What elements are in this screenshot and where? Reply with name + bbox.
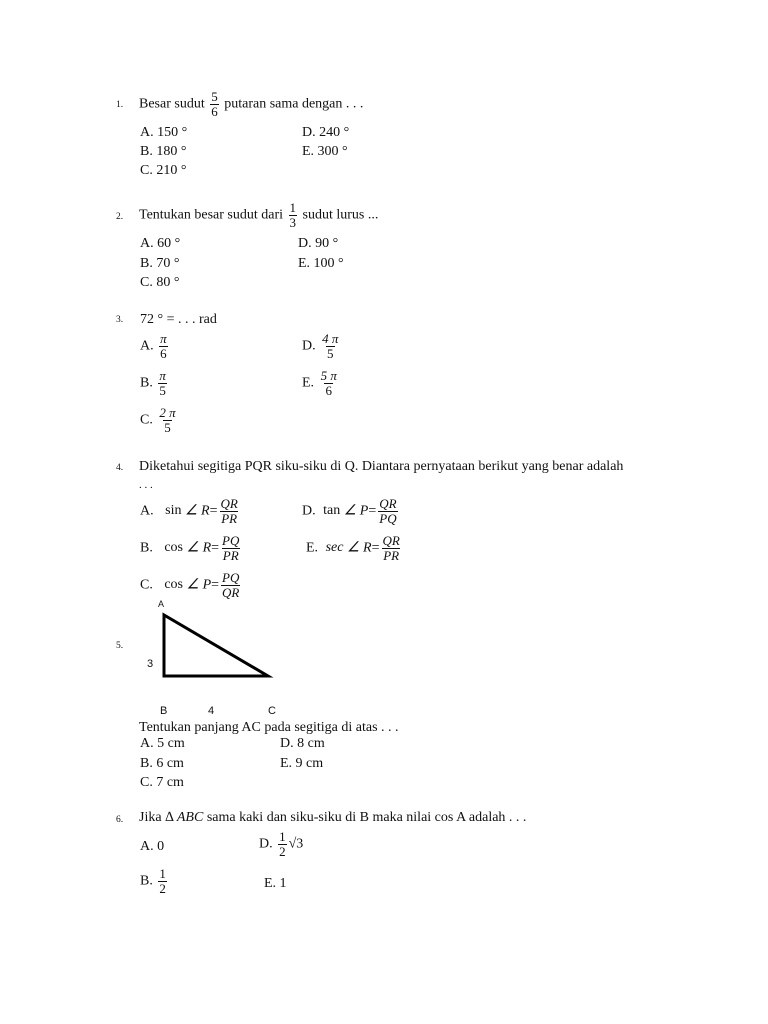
q3-option-a-fraction <box>159 332 168 360</box>
q4-b-den: PR <box>222 547 239 563</box>
triangle-label-c: C <box>268 705 276 717</box>
q3-e-den: 6 <box>325 382 332 398</box>
q3-option-a-label: A. <box>140 338 154 354</box>
q2-option-b: B. 70 ° <box>140 256 180 271</box>
q4-b-angle: ∠ R <box>186 540 212 556</box>
q3-b-den: 5 <box>159 382 166 398</box>
q4-d-label: D. <box>302 503 316 519</box>
q6-b-num: 1 <box>159 866 166 881</box>
q4-a-angle: ∠ R <box>184 503 210 519</box>
q6-option-e: E. 1 <box>264 876 287 891</box>
q4-a-den: PR <box>221 510 238 526</box>
q5-option-d: D. 8 cm <box>280 736 325 751</box>
q4-c-den: QR <box>222 584 240 600</box>
q3-number: 3. <box>116 315 124 325</box>
q3-option-a <box>140 332 170 360</box>
q4-a-fn: sin <box>165 503 182 519</box>
q4-option-c: C. cos ∠ P= $\frac{PQ}{QR}$ <box>140 570 240 600</box>
q1-text <box>139 90 363 118</box>
q5-option-e: E. 9 cm <box>280 756 324 771</box>
q4-e-den: PR <box>383 547 400 563</box>
q3-option-c-label: C. <box>140 412 153 428</box>
q1-fraction <box>210 90 219 118</box>
q4-c-angle: ∠ P <box>186 577 212 593</box>
q6-b-fraction <box>158 867 167 895</box>
q2-option-e: E. 100 ° <box>298 256 344 271</box>
q3-option-b-label: B. <box>140 375 153 391</box>
q6-d-root: √3 <box>288 836 304 852</box>
q4-a-num: QR <box>220 496 238 511</box>
q4-option-d: D. tan ∠ P= $\frac{QR}{PQ}$ <box>302 496 397 526</box>
triangle-side-bc: 4 <box>208 705 215 717</box>
q3-b-num: π <box>159 368 166 383</box>
q6-d-den: 2 <box>279 843 286 859</box>
q4-c-fn: cos <box>164 577 184 593</box>
q1-option-a: A. 150 ° <box>140 125 188 140</box>
q6-b-label: B. <box>140 873 153 889</box>
q4-text: Diketahui segitiga PQR siku-siku di Q. Diantara pernyataan berikut yang benar adalah <box>139 459 624 474</box>
q3-d-den: 5 <box>327 345 334 361</box>
q4-d-angle: ∠ P <box>343 503 369 519</box>
triangle-side-ab: 3 <box>147 658 154 670</box>
q6-triangle: ∆ ABC <box>165 810 204 825</box>
q4-a-fraction <box>219 497 238 525</box>
q2-fraction <box>289 201 298 229</box>
q6-text-post: sama kaki dan siku-siku di B maka nilai cos A adalah . . . <box>206 810 527 825</box>
q5-option-c: C. 7 cm <box>140 775 184 790</box>
q4-option-e: E. sec ∠ R= $\frac{QR}{PR}$ <box>306 533 400 563</box>
q1-text-pre: Besar sudut <box>139 96 205 112</box>
q4-e-label: E. <box>306 540 319 556</box>
q4-option-b: B. cos ∠ R= $\frac{PQ}{PR}$ <box>140 533 240 563</box>
q6-option-b <box>140 867 169 895</box>
q5-number: 5. <box>116 641 124 651</box>
q4-b-fn: cos <box>164 540 184 556</box>
q4-c-label: C. <box>140 577 153 593</box>
q6-number: 6. <box>116 815 124 825</box>
q4-a-label: A. <box>140 503 154 519</box>
q2-option-d: D. 90 ° <box>298 236 339 251</box>
q3-option-c-fraction <box>158 406 176 434</box>
q5-option-a: A. 5 cm <box>140 736 185 751</box>
q3-option-d-fraction <box>321 332 339 360</box>
q2-option-a: A. 60 ° <box>140 236 181 251</box>
q6-d-num: 1 <box>279 829 286 844</box>
q4-e-num: QR <box>382 533 400 548</box>
q3-option-b-fraction <box>158 369 167 397</box>
q4-b-label: B. <box>140 540 153 556</box>
q3-c-den: 5 <box>164 419 171 435</box>
q1-option-c: C. 210 ° <box>140 163 187 178</box>
q3-text: 72 ° = . . . rad <box>140 312 217 327</box>
q6-b-den: 2 <box>159 880 166 896</box>
q3-e-num: 5 π <box>320 368 337 383</box>
q1-number: 1. <box>116 100 124 110</box>
q4-d-fraction <box>378 497 397 525</box>
q4-c-num: PQ <box>222 570 240 585</box>
triangle-label-a: A <box>158 599 165 609</box>
q4-e-angle: ∠ R <box>346 540 372 556</box>
triangle-diagram <box>140 596 300 721</box>
q2-frac-den: 3 <box>289 214 297 230</box>
q3-option-e <box>302 369 340 397</box>
q3-option-e-fraction <box>320 369 338 397</box>
q1-option-b: B. 180 ° <box>140 144 187 159</box>
q2-text-post: sudut lurus ... <box>302 207 379 223</box>
q1-option-d: D. 240 ° <box>302 125 350 140</box>
q6-option-d <box>259 830 303 858</box>
q4-option-a: A. sin ∠ R= $\frac{QR}{PR}$ <box>140 496 238 526</box>
q1-frac-den: 6 <box>211 103 218 119</box>
q3-option-e-label: E. <box>302 375 315 391</box>
triangle-shape <box>164 615 268 676</box>
q1-option-e: E. 300 ° <box>302 144 348 159</box>
q6-d-fraction <box>278 830 287 858</box>
q3-option-c <box>140 406 179 434</box>
q3-option-b <box>140 369 169 397</box>
q3-d-num: 4 π <box>322 331 339 346</box>
q4-b-num: PQ <box>222 533 240 548</box>
q3-option-d <box>302 332 341 360</box>
q5-text: Tentukan panjang AC pada segitiga di atas . . . <box>139 720 399 735</box>
q6-option-a: A. 0 <box>140 839 165 854</box>
q2-text-pre: Tentukan besar sudut dari <box>139 207 284 223</box>
q4-d-num: QR <box>379 496 397 511</box>
q4-e-fn: sec <box>325 540 344 556</box>
q6-text-pre: Jika <box>139 810 162 825</box>
q6-text <box>139 810 526 826</box>
q2-text <box>139 201 378 229</box>
q4-d-den: PQ <box>379 510 397 526</box>
q4-e-fraction <box>381 534 400 562</box>
q3-c-num: 2 π <box>159 405 176 420</box>
q2-number: 2. <box>116 212 124 222</box>
q2-frac-num: 1 <box>289 200 297 215</box>
q3-option-d-label: D. <box>302 338 316 354</box>
q5-option-b: B. 6 cm <box>140 756 184 771</box>
q6-d-label: D. <box>259 836 273 852</box>
triangle-label-b: B <box>160 705 168 717</box>
q4-b-fraction <box>221 534 240 562</box>
q4-d-fn: tan <box>323 503 341 519</box>
q1-frac-num: 5 <box>211 89 218 104</box>
q2-option-c: C. 80 ° <box>140 275 180 290</box>
q4-text-cont: . . . <box>139 479 153 491</box>
q3-a-num: π <box>160 331 167 346</box>
q3-a-den: 6 <box>160 345 167 361</box>
q1-text-post: putaran sama dengan . . . <box>224 96 364 112</box>
q4-number: 4. <box>116 463 124 473</box>
